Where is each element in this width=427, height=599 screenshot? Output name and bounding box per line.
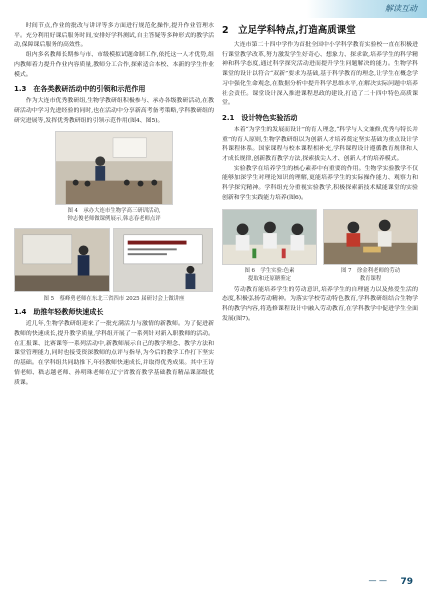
paragraph: 劳动教育能培养学生的劳动意识,培养学生的自理能力以及热爱生活的态度,积极弘扬劳动精神。为落实学校劳动特色教育,学科教研组结合生物学科的教学内容,将选修课程设计中融入劳动教育,在学科教学中促进学生全面发展(图7)。 xyxy=(222,286,418,322)
caption-line: 提取和还原糖鉴定 xyxy=(247,275,292,282)
paragraph: 本着“为学生的发展而设计”的育人理念,“科学与人文兼修,优秀与特长并重”的育人原则,生物学教研组以为创新人才培养奠定坚实基础为重点设计学科课程体系。国家课程与校本课程相补充,学科课程设计遵循教育规律和人才成长规律,创新教育教学方法,探索拔尖人才、创新人才的培养模式。 xyxy=(222,126,418,163)
page-header xyxy=(0,0,427,18)
figure-7-caption xyxy=(323,267,418,283)
figure-5-photo-right xyxy=(113,228,213,292)
caption-line: 图 6 学生实验:色素 xyxy=(244,267,295,274)
right-column xyxy=(222,22,418,324)
figure-5-photos xyxy=(14,228,214,292)
paragraph: 大连市第二十四中学作为首批全国中小学科学教育实验校一直在积极进行课堂教学改革,努力激发学生好奇心、想象力、探求欲,培养学生的科学精神和科学态度,通过科学探究活动进而提升学生问题解决的能力。生物学科课堂的设计以符合“双新”要求为基础,基于科学教育的理念,让学生在概念学习中强化生命观念,在数据分析中提升科学思维水平,在解决实际问题中培养社会责任。课堂设计深入推进课程思政的建设,打造了二十四中特色高质课堂。 xyxy=(222,42,418,107)
paragraph: 时间节点,作业的批改与讲评等多方面进行规范化操作,提升作业管理水平。充分利用好课后服务时间,安排好学科测试,自主答疑等多种形式的教学活动,保障课后服务的高效性。 xyxy=(14,23,214,49)
caption-line: 图 4 承办大连市生物学高三研训活动, xyxy=(67,208,161,215)
figure-6 xyxy=(222,209,317,283)
page-number: 79 xyxy=(400,577,413,587)
caption-line: 钟志俊老师做课例展示,韩志春老师点评 xyxy=(67,216,161,223)
figure-7-photo xyxy=(323,209,418,265)
figure-4-photo xyxy=(55,131,173,205)
left-column xyxy=(14,22,214,388)
figure-7 xyxy=(323,209,418,283)
section-label: 解读互动 xyxy=(385,4,417,13)
caption-line: 图 7 徐金利老师的劳动 xyxy=(340,267,401,274)
paragraph: 实验教学在培养学生的核心素养中有重要的作用。生物学实验教学不仅能够加深学生对理论知识的理解,更能培养学生的实际操作能力、观察力和科学探究精神。学科组充分重视实验教学,积极探索新技术赋能课堂的实验创新和学生实践能力培养(图6)。 xyxy=(222,165,418,201)
figure-6-caption xyxy=(222,267,317,283)
figure-4-caption xyxy=(14,207,214,223)
figure-5-photo-left xyxy=(14,228,110,292)
section-heading-2: 2 立足学科特点,打造高质课堂 xyxy=(222,25,356,36)
figures-6-7 xyxy=(222,209,418,283)
paragraph: 作为大连市优秀教研组,生物学教研组积极参与、承办各级教研活动,在教研活动中学习先进经验的同时,也在活动中分享新高考备考策略,学科教研组的研究进展等,发挥优秀教研组的引领示范作用(图4、图5)。 xyxy=(14,98,214,124)
section-heading-2-1: 2.1 设计特色实验活动 xyxy=(222,113,298,122)
footer-rule: — — xyxy=(368,576,387,585)
figure-6-photo xyxy=(222,209,317,265)
figure-5-caption: 图 5 蔡峰勇老师在东北三省四市 2025 届研讨会上做讲座 xyxy=(43,296,185,303)
paragraph: 组内多名教师长期参与市、市级模拟试题命制工作,依托这一人才优势,组内教师着力提升作业内容质量,教师分工合作,探索适合本校、本新的学生作业模式。 xyxy=(14,52,214,78)
caption-line: 教育课程 xyxy=(359,275,382,282)
section-heading-1-3: 1.3 在各类教研活动中的引领和示范作用 xyxy=(14,85,146,94)
paragraph: 近几年,生物学教研组迎来了一批充满活力与激情的新教师。为了促进新教师的快速成长,提升教学质量,学科组开展了一系列针对新入职教师的活动。在汇报课、比赛课等一系列活动中,新教师展示自己的教学理念、教学方法和课堂管理能力,同时也接受资深教师的点评与指导,为今后的教学工作打下坚实的基础。在学科组共同助推下,年轻教师快速成长,并取得优秀成果。其中王诗情老师、嵇志越老师、孙明珠老师在辽宁省教育教学基础教育精品课部级优质课。 xyxy=(14,321,214,386)
section-heading-1-4: 1.4 助推年轻教师快速成长 xyxy=(14,308,104,317)
